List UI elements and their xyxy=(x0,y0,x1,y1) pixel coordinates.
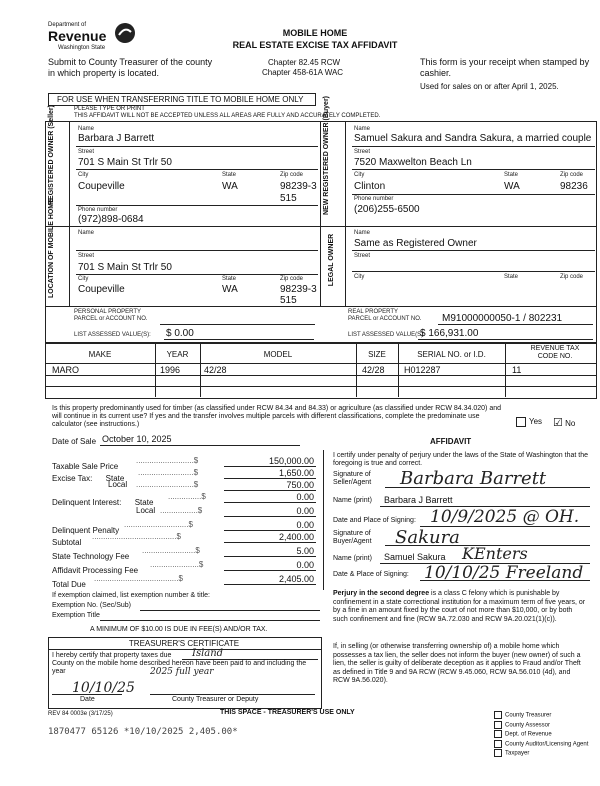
buyer-phone-field[interactable]: (206)255-6500 xyxy=(354,204,420,215)
timber-no-label: No xyxy=(565,419,576,428)
tax-row-label: Local xyxy=(136,506,156,515)
tax-row: State Technology Fee ........................$ 5.00 xyxy=(52,546,314,561)
distribution-label: County Treasurer xyxy=(505,712,552,719)
use-banner xyxy=(48,93,316,106)
seller-city-label: City xyxy=(78,172,89,178)
real-property-label: REAL PROPERTY xyxy=(348,309,399,315)
type-print-notice: PLEASE TYPE OR PRINT xyxy=(74,106,145,112)
tax-row: Excise Tax: State .........................$ 1,650.00 xyxy=(52,468,314,483)
tax-row-value[interactable]: 5.00 xyxy=(296,546,314,556)
row-make[interactable]: MARO xyxy=(52,365,79,375)
logo-line3: Washington State xyxy=(58,45,106,51)
row-model[interactable]: 42/28 xyxy=(204,365,227,375)
affidavit-certify: I certify under penalty of perjury under the laws of the State of Washington that the foregoing is true and correct. xyxy=(333,452,588,467)
row-year[interactable]: 1996 xyxy=(160,365,181,375)
tax-lien-notice: If, in selling (or otherwise transferring ownership of) a mobile home which possesses a tax lien, the seller does not inform the buyer (new owner) of such a lien, the seller is guilty of deliberate deception as it applies to Fraud and/or Theft as defined in Title 9 and 9A RCW (RCW 9.45.060, RCW 9A.56.010 (4d), and RCW 9A.56.020). xyxy=(333,643,581,684)
col-year: YEAR xyxy=(166,350,189,359)
chapter-wac: Chapter 458-61A WAC xyxy=(262,68,344,77)
location-zip-label: Zip code xyxy=(280,276,304,282)
seller-section-label: REGISTERED OWNER (Seller) xyxy=(48,105,55,205)
distribution-checkbox[interactable] xyxy=(494,711,502,719)
revenue-seal-icon xyxy=(114,22,136,44)
submit-note: Submit to County Treasurer of the county in which property is located. xyxy=(48,57,213,78)
timber-yes-checkbox[interactable] xyxy=(516,417,526,427)
real-assessed-value[interactable]: $ 166,931.00 xyxy=(420,328,479,339)
logo-line1: Department of xyxy=(48,22,87,28)
tax-row-label: Subtotal xyxy=(52,538,82,547)
exemption-claim-note: If exemption claimed, list exemption number & title: xyxy=(52,592,210,599)
tax-row: Delinquent Penalty .............................$ 0.00 xyxy=(52,520,314,535)
exemption-title-label: Exemption Title xyxy=(52,612,100,619)
real-assessed-label: LIST ASSESSED VALUE(S): xyxy=(348,332,425,338)
buyer-name-field[interactable]: Samuel Sakura and Sandra Sakura, a married couple xyxy=(354,133,592,144)
affidavit-title: AFFIDAVIT xyxy=(430,437,472,446)
location-name-label: Name xyxy=(78,230,95,236)
distribution-item xyxy=(494,749,588,759)
sale-date-label: Date of Sale xyxy=(52,437,97,446)
logo-line2: Revenue xyxy=(48,28,107,44)
acceptance-notice: THIS AFFIDAVIT WILL NOT BE ACCEPTED UNLESS ALL AREAS ARE FULLY AND ACCURATELY COMPLETED. xyxy=(74,113,381,119)
personal-assessed-value[interactable]: $ 0.00 xyxy=(166,328,194,339)
buyer-street-field[interactable]: 7520 Maxwelton Beach Ln xyxy=(354,157,472,168)
timber-yes-option[interactable] xyxy=(516,417,542,427)
buyer-city-label: City xyxy=(354,172,365,178)
used-note: Used for sales on or after April 1, 2025. xyxy=(420,82,559,91)
tax-row-label: Affidavit Processing Fee xyxy=(52,566,139,575)
perjury-text: is a class C felony which is punishable by confinement in a state correctional institution for a maximum term of five years, or by a fine in an amount fixed by the court of not more than $10,000, or by both such confinement and fine (RCW 9A.72.030 and RCW 9A.20.021(1)(c)). xyxy=(333,590,586,623)
seller-name-print-label: Name (print) xyxy=(333,497,372,504)
form-title-1: MOBILE HOME xyxy=(282,28,348,38)
tax-row-label: Delinquent Penalty xyxy=(52,526,120,535)
row-tax-code[interactable]: 11 xyxy=(512,365,522,375)
seller-date-place[interactable]: 10/9/2025 @ OH. xyxy=(430,507,580,527)
row-serial[interactable]: H012287 xyxy=(404,365,441,375)
buyer-phone-label: Phone number xyxy=(354,196,394,202)
real-parcel-label: PARCEL or ACCOUNT NO. xyxy=(348,316,422,322)
location-street-label: Street xyxy=(78,253,95,259)
tax-row: Taxable Sale Price ..........................$ 150,000.00 xyxy=(52,456,314,471)
distribution-checkbox[interactable] xyxy=(494,730,502,738)
location-section-label: LOCATION OF MOBILE HOME xyxy=(48,198,55,298)
seller-name-field[interactable]: Barbara J Barrett xyxy=(78,133,155,144)
tax-row-value[interactable]: 0.00 xyxy=(296,520,314,530)
treasurer-title: TREASURER'S CERTIFICATE xyxy=(128,639,240,648)
seller-street-field[interactable]: 701 S Main St Trlr 50 xyxy=(78,157,172,168)
seller-state-field[interactable]: WA xyxy=(222,181,238,192)
location-state-field[interactable]: WA xyxy=(222,284,238,295)
location-zip-field-cont: 515 xyxy=(280,295,297,306)
treasurer-county-handwritten[interactable]: Island xyxy=(192,648,224,659)
tax-row-label: Taxable Sale Price xyxy=(52,462,119,471)
tax-row: Delinquent Interest: State ...............$ 0.00 xyxy=(52,492,314,507)
tax-row: Local .................$ 0.00 xyxy=(136,506,314,516)
buyer-date-place-label: Date & Place of Signing: xyxy=(333,571,409,578)
tax-row-label: Excise Tax: State xyxy=(52,474,125,483)
tax-row-value[interactable]: 0.00 xyxy=(296,560,314,570)
perjury-bold: Perjury in the second degree xyxy=(333,590,430,597)
distribution-item xyxy=(494,730,588,740)
tax-row-label: State Technology Fee xyxy=(52,552,130,561)
personal-property-label: PERSONAL PROPERTY xyxy=(74,309,142,315)
seller-phone-label: Phone number xyxy=(78,207,118,213)
buyer-signature-label: Signature of Buyer/Agent xyxy=(333,530,372,545)
legal-street-label: Street xyxy=(354,253,371,259)
timber-question: Is this property predominantly used for timber (as classified under RCW 84.34 and 84.33) or agriculture (as classified under RCW 84.34.020) and will continue in its current use? If yes and the transfer involves multiple parcels with different classifications, complete the predominate use calculator (see instructions.) xyxy=(52,405,501,428)
distribution-list xyxy=(494,711,588,759)
treasurer-date-label: Date xyxy=(80,696,95,703)
col-serial: SERIAL NO. or I.D. xyxy=(417,350,486,359)
distribution-checkbox[interactable] xyxy=(494,740,502,748)
tax-row: Local ..........................$ 750.00 xyxy=(108,480,314,490)
location-state-label: State xyxy=(222,276,237,282)
legal-name-label: Name xyxy=(354,230,371,236)
buyer-signature[interactable]: Sakura xyxy=(395,527,460,548)
treasurer-text-1: I hereby certify that property taxes due xyxy=(52,652,172,659)
seller-name-print[interactable]: Barbara J Barrett xyxy=(384,495,453,505)
legal-name-field[interactable]: Same as Registered Owner xyxy=(354,238,477,249)
tax-row-label: Delinquent Interest: State xyxy=(52,498,154,507)
legal-section-label: LEGAL OWNER xyxy=(328,233,335,287)
personal-assessed-label: LIST ASSESSED VALUE(S): xyxy=(74,332,151,338)
legal-state-label: State xyxy=(504,274,519,280)
buyer-name-signature-overlay: KEnters xyxy=(462,544,528,563)
tax-row-value[interactable]: 750.00 xyxy=(286,480,314,490)
timber-yes-label: Yes xyxy=(529,417,543,427)
timber-no-checkbox[interactable]: ☑ xyxy=(553,417,563,429)
tax-row-label: Total Due xyxy=(52,580,86,589)
buyer-city-field[interactable]: Clinton xyxy=(354,181,386,192)
row-size[interactable]: 42/28 xyxy=(362,365,385,375)
distribution-checkbox[interactable] xyxy=(494,721,502,729)
legal-city-label: City xyxy=(354,274,365,280)
location-city-label: City xyxy=(78,276,89,282)
location-street-field[interactable]: 701 S Main St Trlr 50 xyxy=(78,262,172,273)
distribution-item xyxy=(494,740,588,750)
col-make: MAKE xyxy=(88,350,112,359)
tax-row-value[interactable]: 2,400.00 xyxy=(278,532,314,542)
tax-row-value[interactable]: 150,000.00 xyxy=(268,456,314,466)
buyer-street-label: Street xyxy=(354,149,371,155)
treasurer-use-only: THIS SPACE - TREASURER'S USE ONLY xyxy=(220,709,355,716)
form-revision: REV 84 0003e (3/17/25) xyxy=(48,711,113,717)
tax-row-value[interactable]: 0.00 xyxy=(296,506,314,516)
col-model: MODEL xyxy=(263,350,293,359)
buyer-name-print-label: Name (print) xyxy=(333,555,372,562)
buyer-name-print[interactable]: Samuel Sakura xyxy=(384,552,446,562)
distribution-label: Taxpayer xyxy=(505,750,530,757)
buyer-zip-label: Zip code xyxy=(560,172,584,178)
tax-row: Affidavit Processing Fee ......................$ 0.00 xyxy=(52,560,314,575)
tax-row-value[interactable]: 0.00 xyxy=(296,492,314,502)
treasurer-year-handwritten[interactable]: 2025 full year xyxy=(150,667,214,677)
col-tax-code: REVENUE TAX CODE NO. xyxy=(530,345,580,360)
banner-text: FOR USE WHEN TRANSFERRING TITLE TO MOBILE HOME ONLY xyxy=(57,95,304,104)
tax-row: Subtotal ......................................$ 2,400.00 xyxy=(52,532,314,547)
sale-date-field[interactable]: October 10, 2025 xyxy=(102,434,172,444)
tax-row-label: Local xyxy=(108,480,128,489)
dor-logo xyxy=(48,22,138,56)
buyer-name-label: Name xyxy=(354,126,371,132)
real-parcel-field[interactable]: M91000000050-1 / 802231 xyxy=(442,313,563,324)
treasurer-text-2: County on the mobile home described hereon have been paid to and including the year xyxy=(52,660,307,675)
col-size: SIZE xyxy=(368,350,386,359)
buyer-date-place[interactable]: 10/10/25 Freeland xyxy=(424,563,584,583)
seller-zip-field-cont: 515 xyxy=(280,193,297,204)
seller-street-label: Street xyxy=(78,149,95,155)
seller-name-label: Name xyxy=(78,126,95,132)
minimum-due-note: A MINIMUM OF $10.00 IS DUE IN FEE(S) AND/OR TAX. xyxy=(90,626,268,633)
chapter-rcw: Chapter 82.45 RCW xyxy=(268,58,341,67)
form-title-2: REAL ESTATE EXCISE TAX AFFIDAVIT xyxy=(232,40,398,50)
exemption-number-label: Exemption No. (Sec/Sub) xyxy=(52,602,131,609)
location-city-field[interactable]: Coupeville xyxy=(78,284,125,295)
buyer-state-label: State xyxy=(504,172,519,178)
tax-row: Total Due ......................................$ 2,405.00 xyxy=(52,574,314,589)
personal-parcel-label: PARCEL or ACCOUNT NO. xyxy=(74,316,148,322)
distribution-checkbox[interactable] xyxy=(494,749,502,757)
seller-zip-label: Zip code xyxy=(280,172,304,178)
tax-row-value[interactable]: 1,650.00 xyxy=(278,468,314,478)
seller-city-field[interactable]: Coupeville xyxy=(78,181,125,192)
seller-phone-field[interactable]: (972)898-0684 xyxy=(78,214,144,225)
cashier-stamp: 1870477 65126 *10/10/2025 2,405.00* xyxy=(48,727,238,737)
perjury-warning xyxy=(333,590,588,624)
receipt-note: This form is your receipt when stamped by cashier. xyxy=(420,57,590,78)
distribution-label: County Assessor xyxy=(505,722,551,729)
seller-signature-label: Signature of Seller/Agent xyxy=(333,471,372,486)
treasurer-date-handwritten[interactable]: 10/10/25 xyxy=(72,680,135,696)
distribution-item xyxy=(494,711,588,721)
distribution-label: County Auditor/Licensing Agent xyxy=(505,741,589,748)
buyer-zip-field[interactable]: 98236 xyxy=(560,181,588,192)
seller-signature[interactable]: Barbara Barrett xyxy=(400,468,547,489)
location-zip-field[interactable]: 98239-3 xyxy=(280,284,317,295)
tax-table xyxy=(52,456,322,592)
seller-zip-field[interactable]: 98239-3 xyxy=(280,181,317,192)
distribution-item xyxy=(494,721,588,731)
tax-row-value[interactable]: 2,405.00 xyxy=(278,574,314,584)
seller-date-place-label: Date and Place of Signing: xyxy=(333,517,416,524)
buyer-state-field[interactable]: WA xyxy=(504,181,520,192)
distribution-label: Dept. of Revenue xyxy=(505,731,552,738)
timber-no-option[interactable] xyxy=(553,416,575,429)
seller-state-label: State xyxy=(222,172,237,178)
treasurer-sig-label: County Treasurer or Deputy xyxy=(172,696,259,703)
buyer-section-label: NEW REGISTERED OWNER (Buyer) xyxy=(323,95,330,215)
legal-zip-label: Zip code xyxy=(560,274,584,280)
